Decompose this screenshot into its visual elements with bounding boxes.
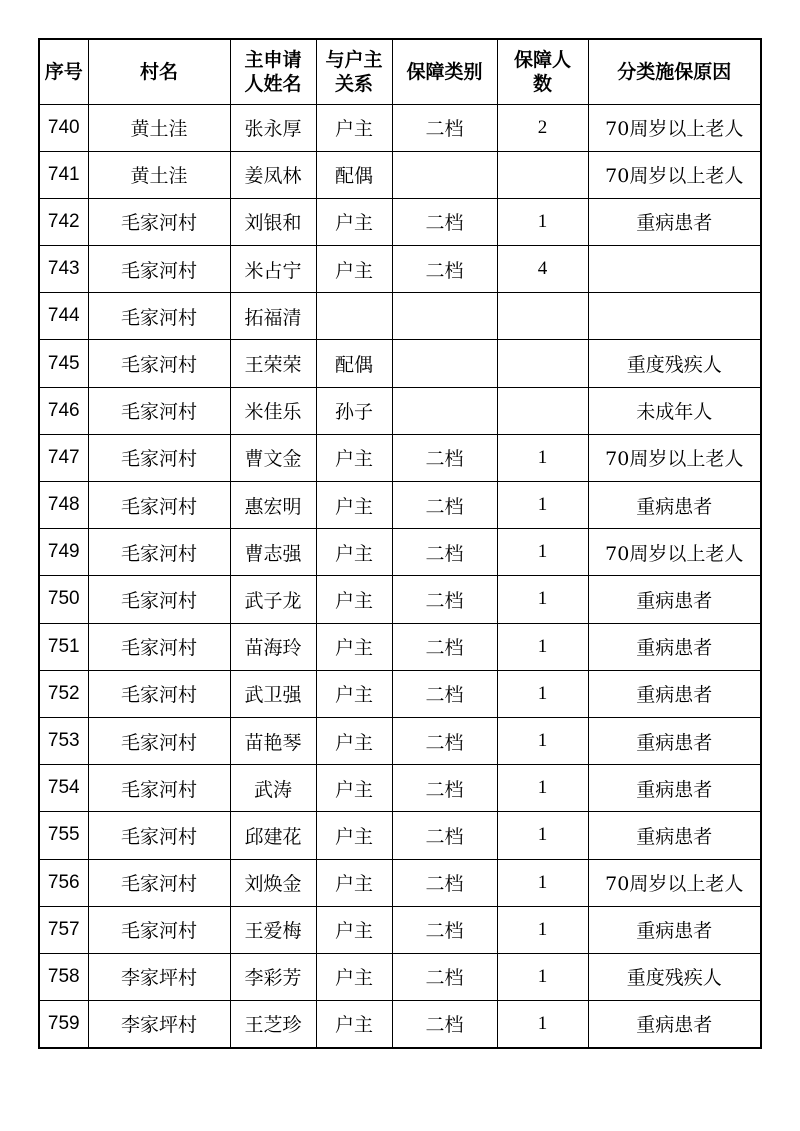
cell-category: 二档 xyxy=(392,529,497,576)
cell-village: 毛家河村 xyxy=(88,859,230,906)
cell-seq: 741 xyxy=(39,151,88,198)
cell-reason: 重度残疾人 xyxy=(588,953,761,1000)
table-row xyxy=(39,246,761,293)
table-row xyxy=(39,576,761,623)
cell-category: 二档 xyxy=(392,576,497,623)
table-row xyxy=(39,104,761,151)
cell-reason: 70周岁以上老人 xyxy=(588,434,761,481)
cell-relation: 户主 xyxy=(316,717,392,764)
table-row xyxy=(39,387,761,434)
cell-applicant-name: 武子龙 xyxy=(230,576,316,623)
cell-count xyxy=(497,151,588,198)
cell-count: 1 xyxy=(497,717,588,764)
cell-village: 毛家河村 xyxy=(88,906,230,953)
cell-reason: 重病患者 xyxy=(588,198,761,245)
cell-village: 毛家河村 xyxy=(88,670,230,717)
cell-count: 1 xyxy=(497,765,588,812)
cell-category xyxy=(392,387,497,434)
cell-village: 毛家河村 xyxy=(88,529,230,576)
cell-village: 黄土洼 xyxy=(88,104,230,151)
cell-village: 李家坪村 xyxy=(88,1001,230,1048)
cell-applicant-name: 米佳乐 xyxy=(230,387,316,434)
table-row xyxy=(39,482,761,529)
cell-reason: 重病患者 xyxy=(588,623,761,670)
cell-village: 毛家河村 xyxy=(88,198,230,245)
cell-relation: 户主 xyxy=(316,576,392,623)
cell-village: 毛家河村 xyxy=(88,623,230,670)
cell-village: 毛家河村 xyxy=(88,434,230,481)
cell-reason xyxy=(588,246,761,293)
cell-count: 4 xyxy=(497,246,588,293)
header-row xyxy=(39,39,761,104)
header-count-line-2: 数 xyxy=(532,72,552,95)
cell-count: 1 xyxy=(497,623,588,670)
header-category: 保障类别 xyxy=(392,39,497,104)
cell-category: 二档 xyxy=(392,434,497,481)
cell-applicant-name: 王芝珍 xyxy=(230,1001,316,1048)
cell-seq: 753 xyxy=(39,717,88,764)
cell-reason: 70周岁以上老人 xyxy=(588,151,761,198)
cell-seq: 755 xyxy=(39,812,88,859)
cell-category: 二档 xyxy=(392,953,497,1000)
cell-applicant-name: 武卫强 xyxy=(230,670,316,717)
cell-seq: 759 xyxy=(39,1001,88,1048)
cell-count: 1 xyxy=(497,434,588,481)
assistance-table xyxy=(38,38,762,1049)
cell-reason: 重病患者 xyxy=(588,576,761,623)
cell-seq: 745 xyxy=(39,340,88,387)
cell-relation: 户主 xyxy=(316,953,392,1000)
cell-relation: 户主 xyxy=(316,198,392,245)
cell-applicant-name: 米占宁 xyxy=(230,246,316,293)
cell-applicant-name: 武涛 xyxy=(230,765,316,812)
cell-category: 二档 xyxy=(392,246,497,293)
cell-village: 毛家河村 xyxy=(88,340,230,387)
cell-applicant-name: 姜凤林 xyxy=(230,151,316,198)
cell-village: 毛家河村 xyxy=(88,765,230,812)
cell-applicant-name: 邱建花 xyxy=(230,812,316,859)
cell-village: 毛家河村 xyxy=(88,482,230,529)
cell-category: 二档 xyxy=(392,812,497,859)
cell-category xyxy=(392,151,497,198)
table-row xyxy=(39,434,761,481)
cell-seq: 758 xyxy=(39,953,88,1000)
cell-reason: 重病患者 xyxy=(588,812,761,859)
cell-relation: 配偶 xyxy=(316,151,392,198)
cell-relation xyxy=(316,293,392,340)
cell-relation: 户主 xyxy=(316,104,392,151)
cell-category: 二档 xyxy=(392,482,497,529)
cell-seq: 752 xyxy=(39,670,88,717)
table-row xyxy=(39,953,761,1000)
cell-category: 二档 xyxy=(392,717,497,764)
cell-category: 二档 xyxy=(392,670,497,717)
header-relation-line-1: 与户主 xyxy=(325,48,383,71)
cell-seq: 742 xyxy=(39,198,88,245)
cell-village: 黄土洼 xyxy=(88,151,230,198)
cell-category: 二档 xyxy=(392,623,497,670)
header-applicant-line-2: 人姓名 xyxy=(244,72,302,95)
header-seq: 序号 xyxy=(39,39,88,104)
cell-count: 1 xyxy=(497,482,588,529)
cell-category: 二档 xyxy=(392,104,497,151)
cell-village: 毛家河村 xyxy=(88,246,230,293)
cell-relation: 户主 xyxy=(316,1001,392,1048)
cell-count xyxy=(497,340,588,387)
cell-reason: 70周岁以上老人 xyxy=(588,104,761,151)
table-row xyxy=(39,859,761,906)
cell-reason xyxy=(588,293,761,340)
cell-reason: 重病患者 xyxy=(588,1001,761,1048)
cell-count: 1 xyxy=(497,529,588,576)
header-reason: 分类施保原因 xyxy=(588,39,761,104)
header-count-line-1: 保障人 xyxy=(513,48,571,71)
table-row xyxy=(39,717,761,764)
cell-reason: 重病患者 xyxy=(588,482,761,529)
header-relation-line-2: 关系 xyxy=(334,72,373,95)
cell-relation: 户主 xyxy=(316,623,392,670)
cell-seq: 751 xyxy=(39,623,88,670)
cell-reason: 70周岁以上老人 xyxy=(588,529,761,576)
cell-village: 毛家河村 xyxy=(88,293,230,340)
cell-village: 毛家河村 xyxy=(88,387,230,434)
header-applicant xyxy=(230,39,316,104)
cell-count: 1 xyxy=(497,1001,588,1048)
table-row xyxy=(39,670,761,717)
table-row xyxy=(39,529,761,576)
cell-count xyxy=(497,293,588,340)
cell-relation: 户主 xyxy=(316,859,392,906)
cell-applicant-name: 王爱梅 xyxy=(230,906,316,953)
header-count xyxy=(497,39,588,104)
cell-reason: 70周岁以上老人 xyxy=(588,859,761,906)
cell-seq: 754 xyxy=(39,765,88,812)
cell-relation: 户主 xyxy=(316,765,392,812)
cell-reason: 重病患者 xyxy=(588,906,761,953)
cell-seq: 743 xyxy=(39,246,88,293)
cell-category: 二档 xyxy=(392,1001,497,1048)
cell-village: 毛家河村 xyxy=(88,812,230,859)
table-body xyxy=(39,104,761,1048)
cell-seq: 749 xyxy=(39,529,88,576)
cell-applicant-name: 惠宏明 xyxy=(230,482,316,529)
cell-applicant-name: 刘焕金 xyxy=(230,859,316,906)
header-applicant-line-1: 主申请 xyxy=(244,48,302,71)
cell-relation: 户主 xyxy=(316,246,392,293)
cell-village: 毛家河村 xyxy=(88,717,230,764)
cell-category: 二档 xyxy=(392,906,497,953)
cell-applicant-name: 苗海玲 xyxy=(230,623,316,670)
cell-applicant-name: 刘银和 xyxy=(230,198,316,245)
cell-seq: 750 xyxy=(39,576,88,623)
table-row xyxy=(39,198,761,245)
table-row xyxy=(39,1001,761,1048)
cell-count: 1 xyxy=(497,812,588,859)
cell-reason: 重病患者 xyxy=(588,717,761,764)
cell-count: 1 xyxy=(497,859,588,906)
table-row xyxy=(39,293,761,340)
cell-relation: 配偶 xyxy=(316,340,392,387)
cell-applicant-name: 张永厚 xyxy=(230,104,316,151)
table-row xyxy=(39,623,761,670)
cell-applicant-name: 曹志强 xyxy=(230,529,316,576)
table-row xyxy=(39,906,761,953)
cell-applicant-name: 拓福清 xyxy=(230,293,316,340)
cell-relation: 孙子 xyxy=(316,387,392,434)
table-row xyxy=(39,151,761,198)
cell-count: 1 xyxy=(497,576,588,623)
cell-seq: 748 xyxy=(39,482,88,529)
cell-reason: 重度残疾人 xyxy=(588,340,761,387)
cell-relation: 户主 xyxy=(316,812,392,859)
cell-count xyxy=(497,387,588,434)
cell-relation: 户主 xyxy=(316,529,392,576)
cell-village: 毛家河村 xyxy=(88,576,230,623)
cell-relation: 户主 xyxy=(316,434,392,481)
cell-category: 二档 xyxy=(392,765,497,812)
cell-seq: 740 xyxy=(39,104,88,151)
cell-reason: 重病患者 xyxy=(588,670,761,717)
cell-seq: 744 xyxy=(39,293,88,340)
header-relation xyxy=(316,39,392,104)
cell-relation: 户主 xyxy=(316,906,392,953)
cell-count: 1 xyxy=(497,198,588,245)
cell-village: 李家坪村 xyxy=(88,953,230,1000)
cell-category: 二档 xyxy=(392,198,497,245)
cell-count: 1 xyxy=(497,906,588,953)
cell-count: 1 xyxy=(497,670,588,717)
cell-reason: 未成年人 xyxy=(588,387,761,434)
cell-relation: 户主 xyxy=(316,670,392,717)
cell-seq: 756 xyxy=(39,859,88,906)
cell-applicant-name: 曹文金 xyxy=(230,434,316,481)
header-village: 村名 xyxy=(88,39,230,104)
cell-seq: 746 xyxy=(39,387,88,434)
cell-category xyxy=(392,293,497,340)
table-row xyxy=(39,812,761,859)
cell-seq: 747 xyxy=(39,434,88,481)
table-row xyxy=(39,340,761,387)
cell-category: 二档 xyxy=(392,859,497,906)
cell-count: 2 xyxy=(497,104,588,151)
cell-category xyxy=(392,340,497,387)
cell-applicant-name: 王荣荣 xyxy=(230,340,316,387)
cell-applicant-name: 苗艳琴 xyxy=(230,717,316,764)
cell-seq: 757 xyxy=(39,906,88,953)
cell-reason: 重病患者 xyxy=(588,765,761,812)
table-row xyxy=(39,765,761,812)
cell-applicant-name: 李彩芳 xyxy=(230,953,316,1000)
cell-count: 1 xyxy=(497,953,588,1000)
cell-relation: 户主 xyxy=(316,482,392,529)
